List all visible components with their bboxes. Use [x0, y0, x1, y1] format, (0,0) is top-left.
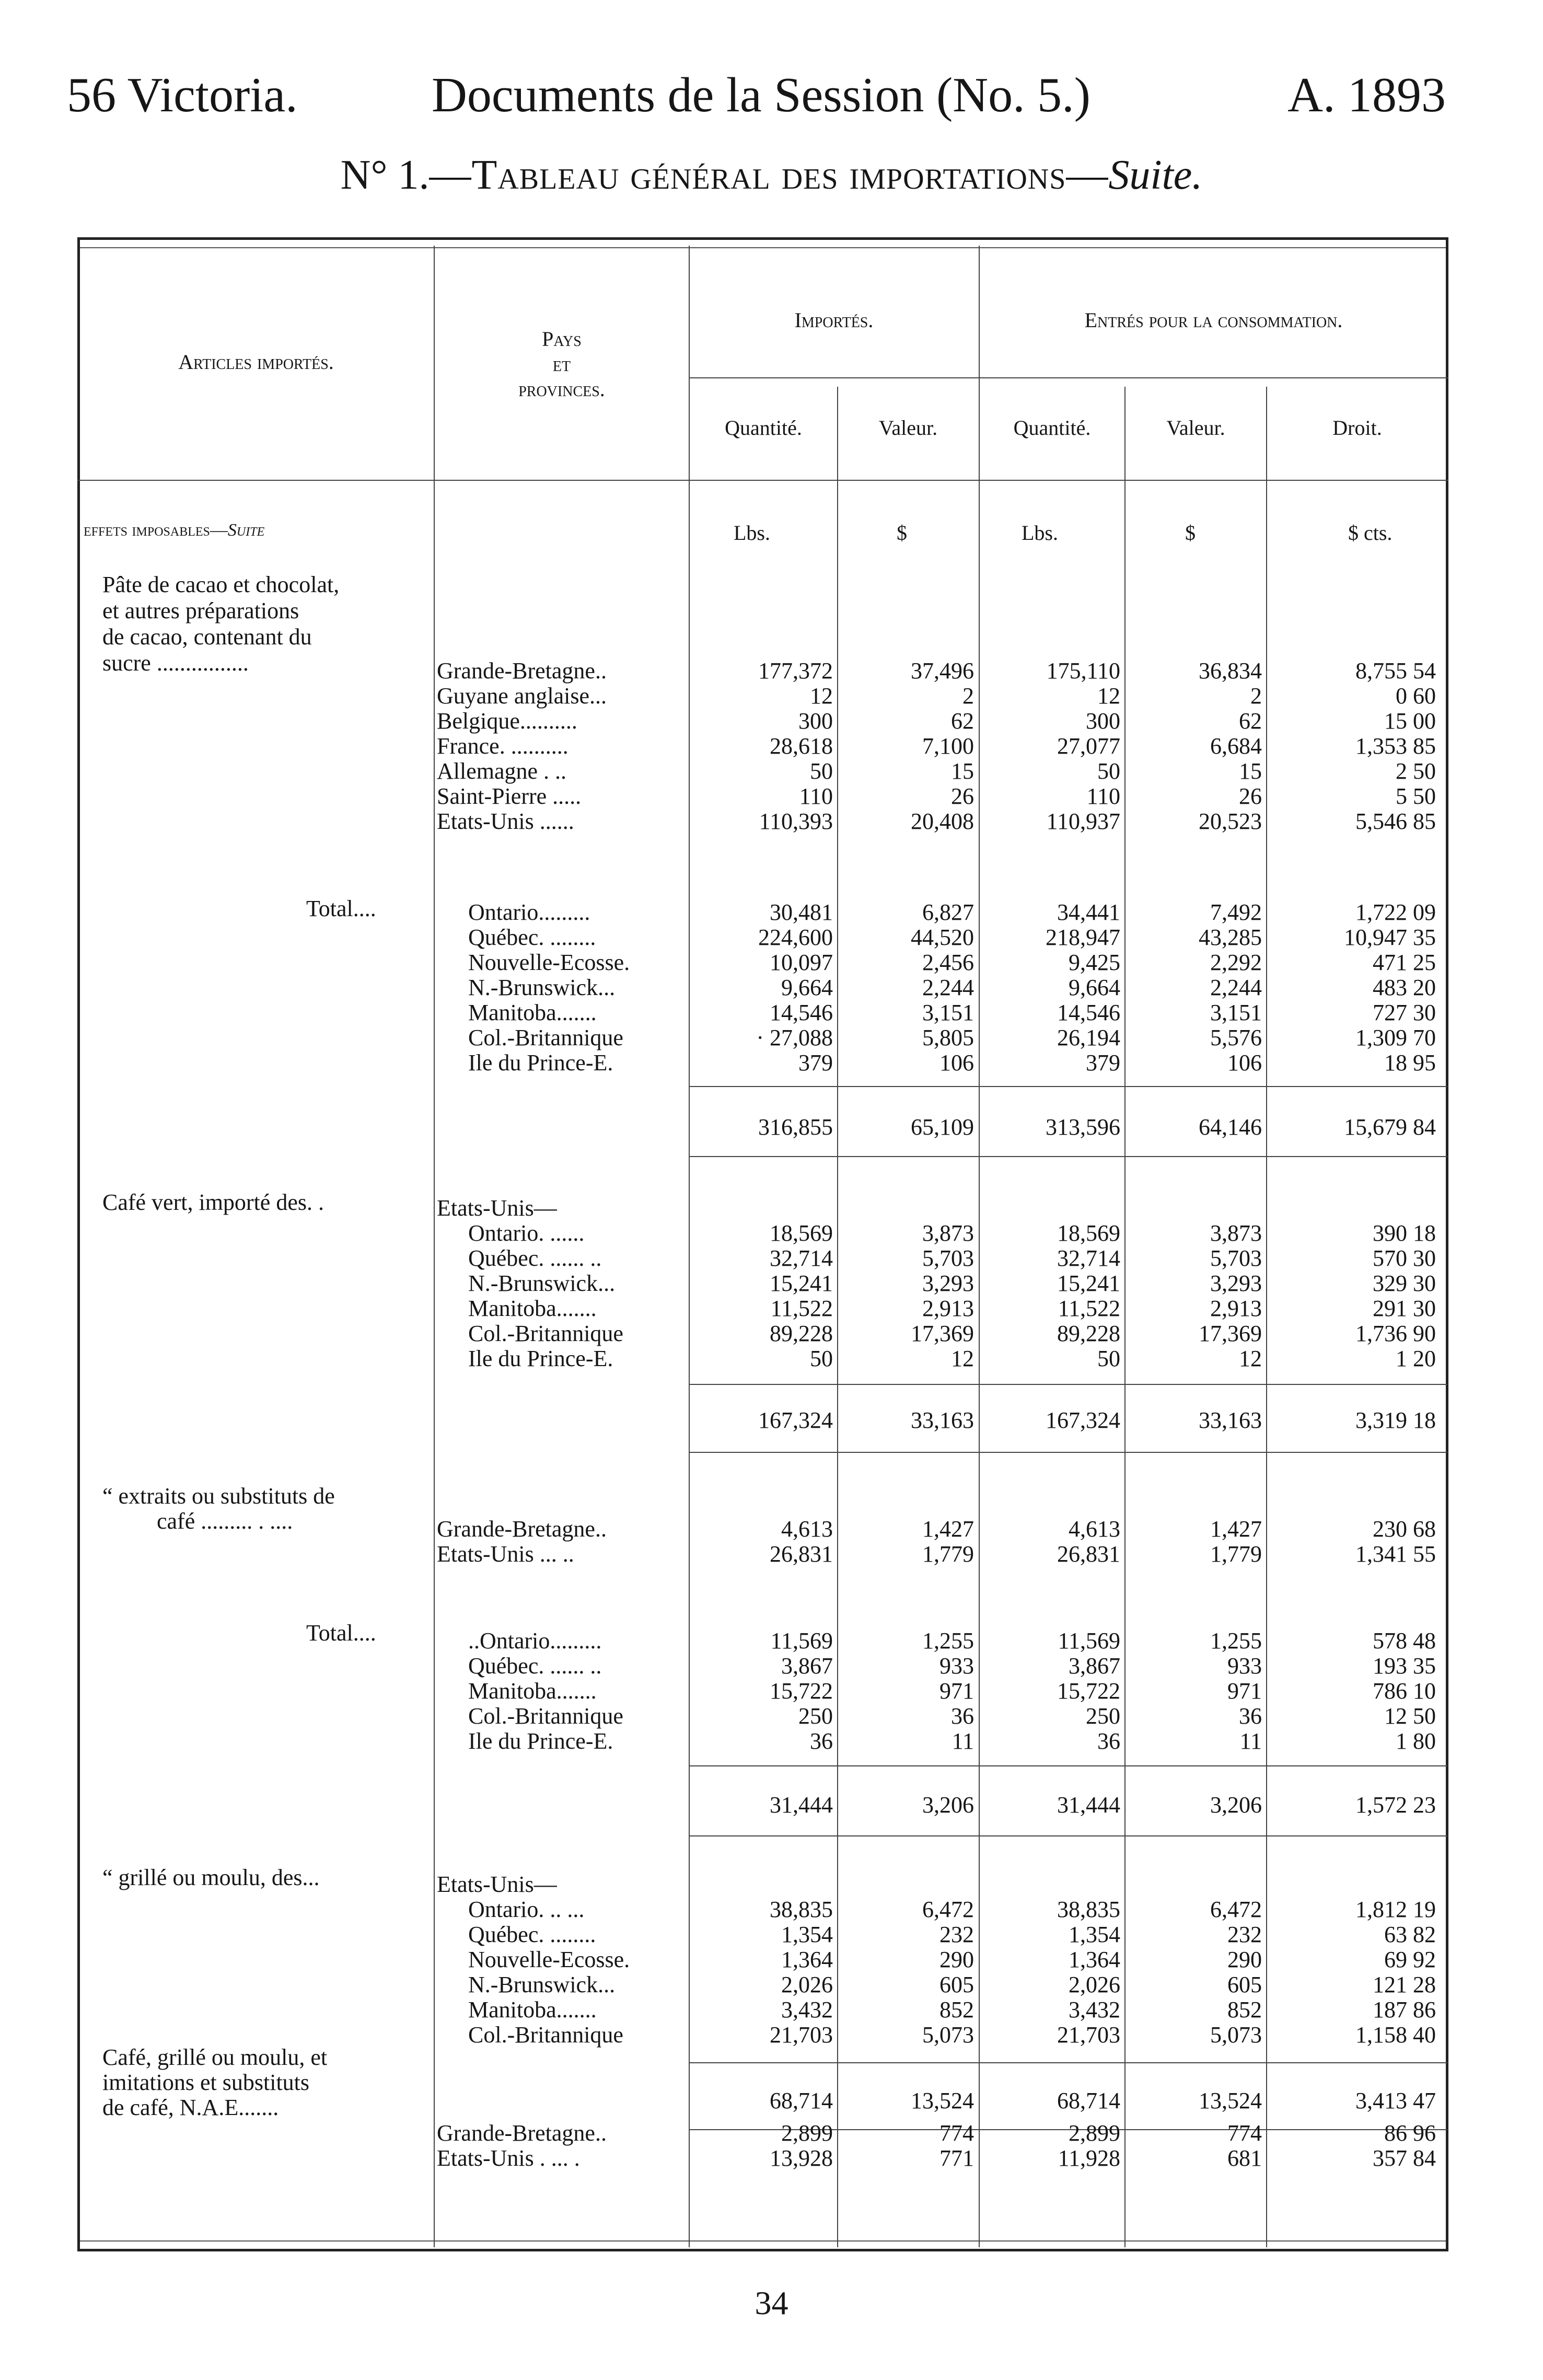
- quantity-entered-cell: 34,441: [1057, 899, 1120, 925]
- unit-dollars-2: $: [1185, 521, 1196, 545]
- value-entered-cell: 971: [1227, 1678, 1262, 1704]
- country-cell: Québec. ........: [468, 925, 596, 950]
- article-label: et autres préparations: [102, 598, 299, 623]
- col-header-quantite: Quantité.: [725, 416, 802, 440]
- rule-col-importes: [689, 246, 690, 2247]
- article-label: de cacao, contenant du: [102, 624, 312, 650]
- quantity-entered-cell: 2,899: [1069, 2120, 1120, 2146]
- country-cell: Grande-Bretagne..: [437, 658, 607, 684]
- total-quantity-entered: 167,324: [1046, 1407, 1120, 1433]
- value-entered-cell: 5,703: [1210, 1245, 1262, 1271]
- country-cell: Manitoba.......: [468, 1997, 597, 2023]
- quantity-imported-cell: 177,372: [758, 658, 833, 684]
- article-label: café ......... . ....: [157, 1508, 293, 1534]
- duty-cell: 230 68: [1373, 1516, 1436, 1542]
- country-cell: Manitoba.......: [468, 1296, 597, 1321]
- value-entered-cell: 5,576: [1210, 1025, 1262, 1050]
- total-duty: 3,413 47: [1355, 2088, 1436, 2113]
- value-imported-cell: 11: [952, 1728, 974, 1754]
- unit-dollars: $: [897, 521, 907, 545]
- quantity-entered-cell: 14,546: [1057, 1000, 1120, 1025]
- quantity-entered-cell: 250: [1086, 1703, 1120, 1729]
- quantity-entered-cell: 18,569: [1057, 1220, 1120, 1246]
- header-volume: 56 Victoria.: [67, 68, 298, 122]
- duty-cell: 357 84: [1373, 2145, 1436, 2171]
- value-entered-cell: 12: [1239, 1346, 1262, 1371]
- value-imported-cell: 6,827: [922, 899, 974, 925]
- quantity-imported-cell: 3,867: [781, 1653, 833, 1679]
- total-duty: 3,319 18: [1355, 1407, 1436, 1433]
- article-label: sucre ................: [102, 650, 249, 676]
- value-imported-cell: 232: [939, 1922, 974, 1947]
- country-cell: Nouvelle-Ecosse.: [468, 1947, 630, 1972]
- duty-cell: 1,309 70: [1355, 1025, 1436, 1050]
- duty-cell: 187 86: [1373, 1997, 1436, 2023]
- value-imported-cell: 62: [951, 708, 974, 734]
- quantity-imported-cell: 18,569: [770, 1220, 833, 1246]
- duty-cell: 1,736 90: [1355, 1321, 1436, 1346]
- quantity-entered-cell: 379: [1086, 1050, 1120, 1076]
- quantity-imported-cell: · 27,088: [756, 1025, 833, 1050]
- col-header-quantite-2: Quantité.: [1013, 416, 1091, 440]
- duty-cell: 5,546 85: [1355, 808, 1436, 834]
- col-header-droit: Droit.: [1332, 416, 1382, 440]
- duty-cell: 1,341 55: [1355, 1541, 1436, 1567]
- rule-total-top: [690, 1086, 1447, 1087]
- duty-cell: 10,947 35: [1344, 925, 1436, 950]
- quantity-entered-cell: 32,714: [1057, 1245, 1120, 1271]
- duty-cell: 193 35: [1373, 1653, 1436, 1679]
- duty-cell: 86 96: [1384, 2120, 1436, 2146]
- col-header-entres: Entrés pour la consommation.: [1084, 308, 1343, 332]
- quantity-imported-cell: 110: [799, 783, 833, 809]
- header-year: A. 1893: [1287, 68, 1446, 122]
- value-imported-cell: 971: [939, 1678, 974, 1704]
- col-header-pays-3: provinces.: [518, 377, 605, 401]
- quantity-imported-cell: 1,364: [781, 1947, 833, 1972]
- total-quantity-imported: 31,444: [770, 1792, 833, 1818]
- country-cell: Grande-Bretagne..: [437, 1516, 607, 1542]
- total-quantity-entered: 313,596: [1046, 1114, 1120, 1140]
- country-cell: Etats-Unis . ... .: [437, 2145, 580, 2171]
- total-quantity-imported: 167,324: [758, 1407, 833, 1433]
- table-number: N° 1.: [340, 152, 430, 198]
- value-imported-cell: 20,408: [911, 808, 974, 834]
- quantity-entered-cell: 175,110: [1046, 658, 1120, 684]
- quantity-entered-cell: 11,569: [1058, 1628, 1120, 1654]
- quantity-imported-cell: 250: [798, 1703, 833, 1729]
- quantity-entered-cell: 110: [1086, 783, 1120, 809]
- value-entered-cell: 36: [1239, 1703, 1262, 1729]
- col-header-importes: Importés.: [794, 308, 874, 332]
- total-quantity-entered: 68,714: [1057, 2088, 1120, 2113]
- quantity-entered-cell: 15,241: [1057, 1270, 1120, 1296]
- table-title-main: —Tableau général des importations—: [429, 152, 1109, 198]
- country-cell: Québec. ........: [468, 1922, 596, 1947]
- duty-cell: 329 30: [1373, 1270, 1436, 1296]
- section-label: effets imposables—Suite: [84, 521, 265, 540]
- duty-cell: 63 82: [1384, 1922, 1436, 1947]
- value-imported-cell: 933: [939, 1653, 974, 1679]
- duty-cell: 1 80: [1396, 1728, 1436, 1754]
- article-label: “ extraits ou substituts de: [102, 1483, 335, 1509]
- duty-cell: 1,812 19: [1355, 1897, 1436, 1922]
- quantity-entered-cell: 9,664: [1069, 975, 1120, 1000]
- value-entered-cell: 3,151: [1210, 1000, 1262, 1025]
- quantity-entered-cell: 4,613: [1069, 1516, 1120, 1542]
- country-cell: Ontario. ......: [468, 1220, 585, 1246]
- quantity-entered-cell: 26,194: [1057, 1025, 1120, 1050]
- quantity-imported-cell: 89,228: [770, 1321, 833, 1346]
- quantity-entered-cell: 50: [1097, 758, 1120, 784]
- value-imported-cell: 1,779: [922, 1541, 974, 1567]
- duty-cell: 1,158 40: [1355, 2022, 1436, 2048]
- quantity-imported-cell: 28,618: [770, 733, 833, 759]
- col-header-valeur: Valeur.: [878, 416, 938, 440]
- country-cell: Ile du Prince-E.: [468, 1728, 613, 1754]
- value-imported-cell: 5,805: [922, 1025, 974, 1050]
- quantity-entered-cell: 218,947: [1046, 925, 1120, 950]
- value-entered-cell: 3,873: [1210, 1220, 1262, 1246]
- rule-total-bottom: [690, 1452, 1447, 1453]
- value-entered-cell: 3,293: [1210, 1270, 1262, 1296]
- value-entered-cell: 2: [1250, 683, 1262, 709]
- quantity-entered-cell: 110,937: [1046, 808, 1120, 834]
- value-entered-cell: 1,427: [1210, 1516, 1262, 1542]
- country-cell: Québec. ...... ..: [468, 1653, 602, 1679]
- value-entered-cell: 15: [1239, 758, 1262, 784]
- value-imported-cell: 15: [951, 758, 974, 784]
- value-imported-cell: 1,427: [922, 1516, 974, 1542]
- value-entered-cell: 20,523: [1199, 808, 1262, 834]
- value-entered-cell: 605: [1227, 1972, 1262, 1997]
- value-entered-cell: 6,472: [1210, 1897, 1262, 1922]
- quantity-imported-cell: 50: [810, 1346, 833, 1371]
- duty-cell: 390 18: [1373, 1220, 1436, 1246]
- value-entered-cell: 106: [1227, 1050, 1262, 1076]
- total-quantity-entered: 31,444: [1057, 1792, 1120, 1818]
- value-entered-cell: 7,492: [1210, 899, 1262, 925]
- rule-total-top: [690, 2062, 1447, 2063]
- quantity-imported-cell: 300: [798, 708, 833, 734]
- country-cell: Col.-Britannique: [468, 1321, 623, 1346]
- unit-droit: $ cts.: [1348, 521, 1393, 545]
- total-value-imported: 33,163: [911, 1407, 974, 1433]
- quantity-entered-cell: 26,831: [1057, 1541, 1120, 1567]
- quantity-imported-cell: 36: [810, 1728, 833, 1754]
- quantity-imported-cell: 30,481: [770, 899, 833, 925]
- quantity-imported-cell: 12: [810, 683, 833, 709]
- article-label: de café, N.A.E.......: [102, 2095, 279, 2120]
- value-imported-cell: 2,456: [922, 950, 974, 975]
- value-imported-cell: 106: [939, 1050, 974, 1076]
- total-value-entered: 13,524: [1199, 2088, 1262, 2113]
- duty-cell: 727 30: [1373, 1000, 1436, 1025]
- value-entered-cell: 26: [1239, 783, 1262, 809]
- country-cell: Grande-Bretagne..: [437, 2120, 607, 2146]
- quantity-imported-cell: 26,831: [770, 1541, 833, 1567]
- country-cell: Saint-Pierre .....: [437, 783, 582, 809]
- value-imported-cell: 12: [951, 1346, 974, 1371]
- value-imported-cell: 6,472: [922, 1897, 974, 1922]
- value-imported-cell: 37,496: [911, 658, 974, 684]
- quantity-entered-cell: 2,026: [1069, 1972, 1120, 1997]
- country-cell: N.-Brunswick...: [468, 975, 616, 1000]
- header-session: Documents de la Session (No. 5.): [432, 68, 1090, 122]
- value-entered-cell: 36,834: [1199, 658, 1262, 684]
- duty-cell: 69 92: [1384, 1947, 1436, 1972]
- country-cell: Guyane anglaise...: [437, 683, 607, 709]
- rule-col-valeur: [837, 387, 838, 2247]
- value-entered-cell: 11: [1239, 1728, 1262, 1754]
- quantity-entered-cell: 3,432: [1069, 1997, 1120, 2023]
- country-cell: Ontario.........: [468, 899, 590, 925]
- country-cell: ..Ontario.........: [468, 1628, 602, 1654]
- duty-cell: 121 28: [1373, 1972, 1436, 1997]
- total-value-imported: 13,524: [911, 2088, 974, 2113]
- value-imported-cell: 7,100: [922, 733, 974, 759]
- rule-total-top: [690, 1765, 1447, 1766]
- quantity-imported-cell: 14,546: [770, 1000, 833, 1025]
- quantity-entered-cell: 89,228: [1057, 1321, 1120, 1346]
- quantity-entered-cell: 50: [1097, 1346, 1120, 1371]
- duty-cell: 1,722 09: [1355, 899, 1436, 925]
- country-cell: Belgique..........: [437, 708, 577, 734]
- value-imported-cell: 290: [939, 1947, 974, 1972]
- quantity-imported-cell: 1,354: [781, 1922, 833, 1947]
- country-cell: Etats-Unis ... ..: [437, 1541, 574, 1567]
- country-cell: N.-Brunswick...: [468, 1972, 616, 1997]
- total-duty: 15,679 84: [1344, 1114, 1436, 1140]
- value-imported-cell: 771: [939, 2145, 974, 2171]
- quantity-imported-cell: 50: [810, 758, 833, 784]
- quantity-entered-cell: 11,522: [1058, 1296, 1120, 1321]
- country-cell: Manitoba.......: [468, 1678, 597, 1704]
- country-cell: France. ..........: [437, 733, 569, 759]
- duty-cell: 578 48: [1373, 1628, 1436, 1654]
- quantity-entered-cell: 36: [1097, 1728, 1120, 1754]
- article-label: Café vert, importé des. .: [102, 1189, 324, 1215]
- value-imported-cell: 2,913: [922, 1296, 974, 1321]
- quantity-entered-cell: 1,354: [1069, 1922, 1120, 1947]
- quantity-imported-cell: 110,393: [759, 808, 833, 834]
- total-value-entered: 3,206: [1210, 1792, 1262, 1818]
- total-quantity-imported: 68,714: [770, 2088, 833, 2113]
- rule-col-pays: [434, 246, 435, 2247]
- quantity-imported-cell: 2,899: [781, 2120, 833, 2146]
- table-title: [0, 152, 1543, 199]
- value-imported-cell: 774: [939, 2120, 974, 2146]
- value-imported-cell: 852: [939, 1997, 974, 2023]
- value-imported-cell: 44,520: [911, 925, 974, 950]
- quantity-entered-cell: 9,425: [1069, 950, 1120, 975]
- article-label: Total....: [306, 1620, 376, 1646]
- rule-subheader: [689, 377, 1448, 378]
- rule-total-bottom: [690, 1835, 1447, 1836]
- duty-cell: 5 50: [1396, 783, 1436, 809]
- quantity-entered-cell: 12: [1097, 683, 1120, 709]
- country-cell: Ile du Prince-E.: [468, 1050, 613, 1076]
- quantity-imported-cell: 13,928: [770, 2145, 833, 2171]
- country-cell: Col.-Britannique: [468, 1025, 623, 1050]
- total-value-entered: 64,146: [1199, 1114, 1262, 1140]
- article-label: Total....: [306, 896, 376, 921]
- country-cell: Ile du Prince-E.: [468, 1346, 613, 1371]
- quantity-entered-cell: 1,364: [1069, 1947, 1120, 1972]
- total-quantity-imported: 316,855: [758, 1114, 833, 1140]
- country-cell: Etats-Unis ......: [437, 808, 574, 834]
- value-imported-cell: 2: [962, 683, 974, 709]
- unit-lbs: Lbs.: [734, 521, 770, 545]
- quantity-imported-cell: 224,600: [758, 925, 833, 950]
- duty-cell: 786 10: [1373, 1678, 1436, 1704]
- duty-cell: 1,353 85: [1355, 733, 1436, 759]
- value-entered-cell: 2,292: [1210, 950, 1262, 975]
- quantity-imported-cell: 38,835: [770, 1897, 833, 1922]
- col-header-articles: Articles importés.: [178, 350, 334, 374]
- article-label: Café, grillé ou moulu, et: [102, 2044, 328, 2070]
- duty-cell: 8,755 54: [1355, 658, 1436, 684]
- value-entered-cell: 6,684: [1210, 733, 1262, 759]
- value-imported-cell: 605: [939, 1972, 974, 1997]
- duty-cell: 15 00: [1384, 708, 1436, 734]
- quantity-imported-cell: 32,714: [770, 1245, 833, 1271]
- duty-cell: 18 95: [1384, 1050, 1436, 1076]
- origin-label: Etats-Unis—: [437, 1871, 557, 1897]
- quantity-imported-cell: 11,522: [770, 1296, 833, 1321]
- country-cell: Québec. ...... ..: [468, 1245, 602, 1271]
- country-cell: Manitoba.......: [468, 1000, 597, 1025]
- value-entered-cell: 2,913: [1210, 1296, 1262, 1321]
- duty-cell: 1 20: [1396, 1346, 1436, 1371]
- quantity-imported-cell: 21,703: [770, 2022, 833, 2048]
- value-imported-cell: 3,873: [922, 1220, 974, 1246]
- duty-cell: 471 25: [1373, 950, 1436, 975]
- quantity-imported-cell: 9,664: [781, 975, 833, 1000]
- page-number: 34: [755, 2284, 788, 2321]
- value-imported-cell: 3,151: [922, 1000, 974, 1025]
- total-value-imported: 65,109: [911, 1114, 974, 1140]
- col-header-valeur-2: Valeur.: [1166, 416, 1225, 440]
- value-imported-cell: 5,703: [922, 1245, 974, 1271]
- quantity-imported-cell: 15,241: [770, 1270, 833, 1296]
- value-entered-cell: 1,255: [1210, 1628, 1262, 1654]
- quantity-imported-cell: 3,432: [781, 1997, 833, 2023]
- total-value-entered: 33,163: [1199, 1407, 1262, 1433]
- value-entered-cell: 1,779: [1210, 1541, 1262, 1567]
- value-entered-cell: 17,369: [1199, 1321, 1262, 1346]
- value-entered-cell: 933: [1227, 1653, 1262, 1679]
- rule-total-bottom: [690, 1156, 1447, 1157]
- value-entered-cell: 774: [1227, 2120, 1262, 2146]
- col-header-pays-2: et: [552, 352, 571, 376]
- quantity-entered-cell: 300: [1086, 708, 1120, 734]
- quantity-entered-cell: 15,722: [1057, 1678, 1120, 1704]
- value-entered-cell: 232: [1227, 1922, 1262, 1947]
- rule-total-top: [690, 1384, 1447, 1385]
- article-label: imitations et substituts: [102, 2070, 310, 2095]
- duty-cell: 483 20: [1373, 975, 1436, 1000]
- total-value-imported: 3,206: [922, 1792, 974, 1818]
- total-duty: 1,572 23: [1355, 1792, 1436, 1818]
- value-entered-cell: 2,244: [1210, 975, 1262, 1000]
- value-imported-cell: 36: [951, 1703, 974, 1729]
- quantity-imported-cell: 379: [798, 1050, 833, 1076]
- value-entered-cell: 681: [1227, 2145, 1262, 2171]
- quantity-imported-cell: 2,026: [781, 1972, 833, 1997]
- article-label: “ grillé ou moulu, des...: [102, 1865, 320, 1890]
- value-imported-cell: 17,369: [911, 1321, 974, 1346]
- value-entered-cell: 5,073: [1210, 2022, 1262, 2048]
- quantity-imported-cell: 10,097: [770, 950, 833, 975]
- value-entered-cell: 43,285: [1199, 925, 1262, 950]
- table-title-suffix: Suite.: [1108, 152, 1203, 198]
- duty-cell: 291 30: [1373, 1296, 1436, 1321]
- quantity-entered-cell: 21,703: [1057, 2022, 1120, 2048]
- value-imported-cell: 26: [951, 783, 974, 809]
- quantity-entered-cell: 38,835: [1057, 1897, 1120, 1922]
- rule-header-bottom: [77, 480, 1448, 481]
- rule-col-entres: [979, 246, 980, 2247]
- value-imported-cell: 2,244: [922, 975, 974, 1000]
- origin-label: Etats-Unis—: [437, 1195, 557, 1221]
- value-entered-cell: 290: [1227, 1947, 1262, 1972]
- value-imported-cell: 1,255: [922, 1628, 974, 1654]
- country-cell: Nouvelle-Ecosse.: [468, 950, 630, 975]
- value-entered-cell: 852: [1227, 1997, 1262, 2023]
- country-cell: N.-Brunswick...: [468, 1270, 616, 1296]
- article-label: Pâte de cacao et chocolat,: [102, 572, 340, 597]
- value-entered-cell: 62: [1239, 708, 1262, 734]
- country-cell: Col.-Britannique: [468, 2022, 623, 2048]
- quantity-imported-cell: 15,722: [770, 1678, 833, 1704]
- col-header-pays-1: Pays: [542, 327, 582, 351]
- quantity-entered-cell: 11,928: [1058, 2145, 1120, 2171]
- unit-lbs-2: Lbs.: [1022, 521, 1058, 545]
- value-imported-cell: 3,293: [922, 1270, 974, 1296]
- duty-cell: 570 30: [1373, 1245, 1436, 1271]
- quantity-imported-cell: 4,613: [781, 1516, 833, 1542]
- duty-cell: 2 50: [1396, 758, 1436, 784]
- value-imported-cell: 5,073: [922, 2022, 974, 2048]
- quantity-imported-cell: 11,569: [770, 1628, 833, 1654]
- duty-cell: 0 60: [1396, 683, 1436, 709]
- country-cell: Col.-Britannique: [468, 1703, 623, 1729]
- quantity-entered-cell: 3,867: [1069, 1653, 1120, 1679]
- duty-cell: 12 50: [1384, 1703, 1436, 1729]
- quantity-entered-cell: 27,077: [1057, 733, 1120, 759]
- country-cell: Ontario. .. ...: [468, 1897, 585, 1922]
- country-cell: Allemagne . ..: [437, 758, 567, 784]
- rule-col-droit: [1266, 387, 1267, 2247]
- rule-col-valeur2: [1124, 387, 1126, 2247]
